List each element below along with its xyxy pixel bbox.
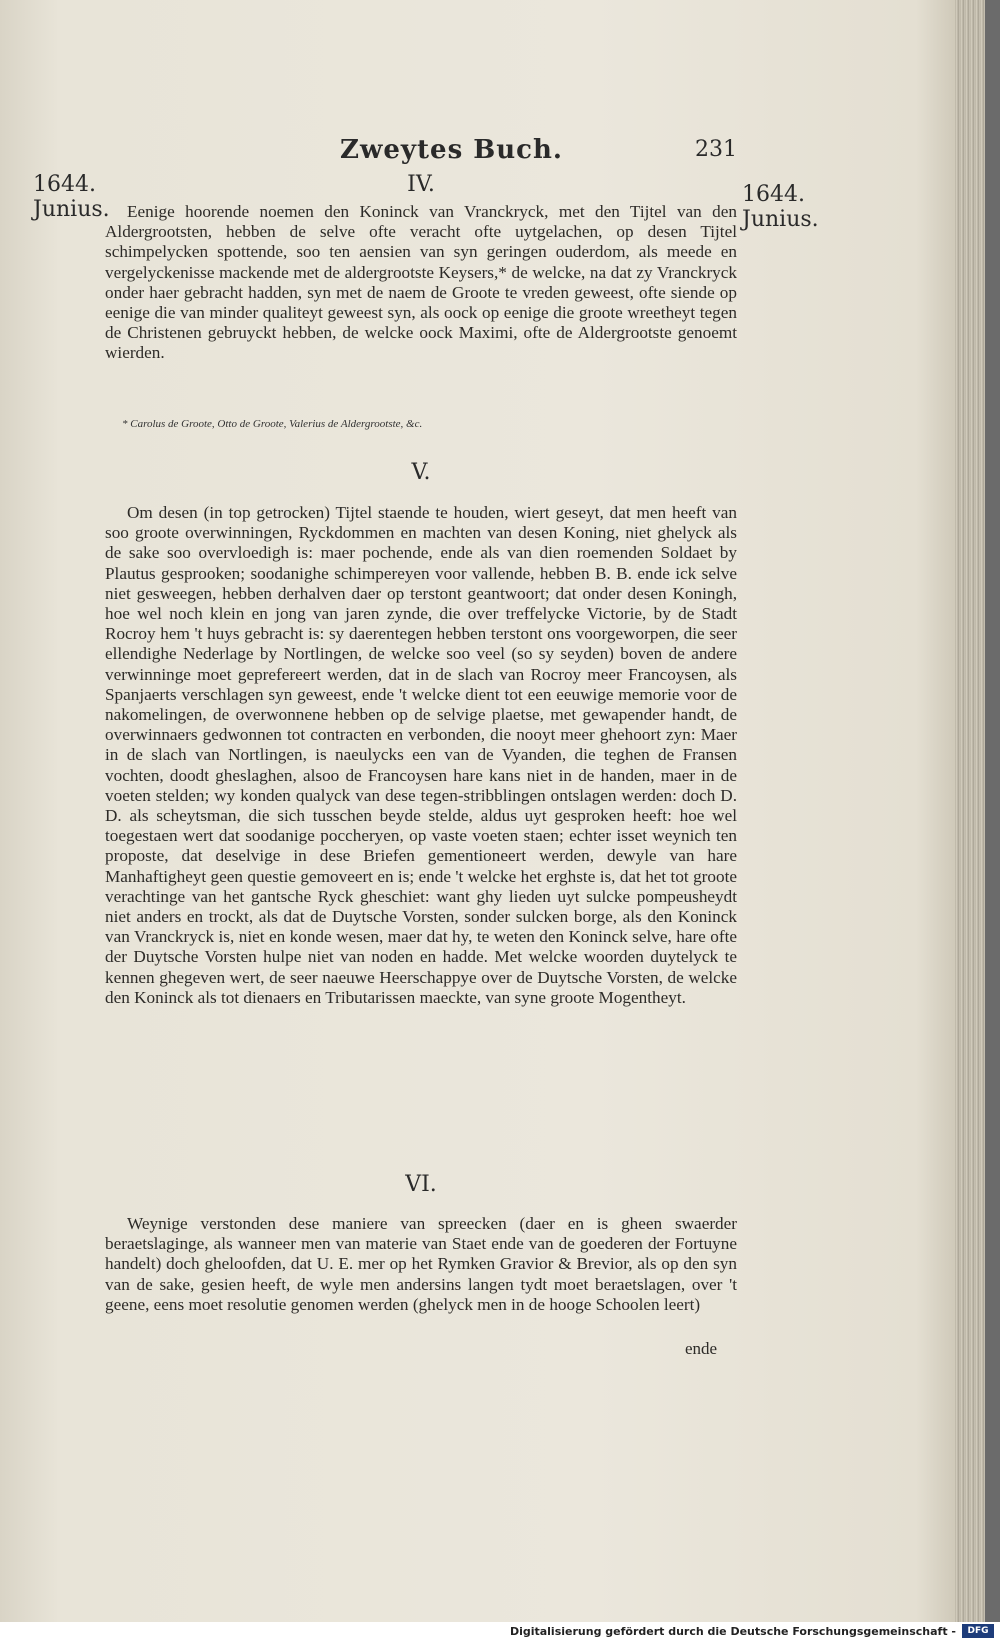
footnote: * Carolus de Groote, Otto de Groote, Valerius de Aldergrootste, &c. [122,418,423,430]
running-title: Zweytes Buch. [340,135,563,165]
page-header [105,135,737,165]
margin-note-left [33,172,110,222]
digitization-credit: Digitalisierung gefördert durch die Deutsche Forschungsgemeinschaft - [509,1625,956,1638]
section-text-v [105,503,737,1008]
margin-year-left: 1644. [33,172,96,197]
page-number: 231 [695,137,737,162]
paragraph: Eenige hoorende noemen den Koninck van Vranckryck, met den Tijtel van den Aldergrootsten, hebben de selve ofte veracht ofte uytgelachen, op desen Tijtel schimpelycken spottende, soo ten aensien van syn geringen ouderdom, als meede en vergelyckenisse mackende met de aldergrootste Keysers,* de welcke, na dat zy Vranckryck onder haer gebracht hadden, syn met de naem de Groote te vreden geweest, ofte siende op eenige die van minder qualiteyt geweest syn, als oock op eenige die groote wreetheyt tegen de Christenen gebruyckt hebben, de welcke oock Maximi, ofte de Aldergrootste genoemt wierden. [105,202,737,363]
margin-note-right [742,182,819,232]
paragraph: Weynige verstonden dese maniere van spreecken (daer en is gheen swaerder beraetslaginge, als wanneer men van materie van Staet ende van de goederen der Fortuyne handelt) doch gheloofden, dat U. E. mer op het Rymken Gravior & Brevior, als op den syn van de sake, gesien heeft, de wyle men andersins langen tydt moet beraetslagen, over 't geene, eens moet resolutie genomen werden (ghelyck men in de hooge Schoolen leert) [105,1214,737,1314]
dfg-logo: DFG [962,1624,994,1638]
page-edge [955,0,985,1622]
section-heading-vi: VI. [405,1172,437,1197]
margin-year-right: 1644. [742,182,805,207]
paragraph: Om desen (in top getrocken) Tijtel staende te houden, wiert geseyt, dat men heeft van soo groote overwinningen, Ryckdommen en machten van desen Koning, niet ghelyck als de sake soo overvloedigh is: maer pochende, ende als van dien roemenden Soldaet by Plautus gesprooken; soodanighe schimpereyen voor vallende, hebben B. B. ende ick selve niet gesweegen, hebben derhalven daer op terstont geantwoort; dat onder desen Koningh, hoe wel noch klein en jong van jaren zynde, die over treffelycke Victorie, by de Stadt Rocroy hem 't huys gebracht is: sy daerentegen hebben terstont ons voorgeworpen, die seer ellendighe Nederlage by Nortlingen, de welcke soo veel (so sy seyden) boven de andere verwinninge moet geprefereert werden, dat in de slach van Rocroy meer Francoysen, als Spanjaerts verschlagen syn geweest, ende 't welcke dient tot een eeuwige memorie voor de nakomelingen, de overwonnene hebben op de selvige plaetse, met gewapender handt, de overwinnaers gedwonnen tot contracten en verbonden, die nooyt meer ghehoort zyn: Maer in de slach van Nortlingen, is naeulycks een van de Vyanden, die teghen de Fransen vochten, doodt gheslaghen, alsoo de Francoysen hare kans niet in de handen, maer in de voeten stelden; wy konden qualyck van dese tegen-stribblingen ontslagen werden: doch D. D. als scheytsman, die sich tusschen beyde stelde, aldus uyt gesproken heeft: hoe wel toegestaen wert dat soodanige poccheryen, op vaste voeten staen; echter isset weynich ten proposte, dat deselvige in dese Briefen gementioneert werden, dewyle van hare Manhaftigheyt geen questie gemoveert en is; ende 't welcke het erghste is, dat het tot groote verachtinge van het gantsche Ryck gheschiet: want ghy lieden uyt sulcke pompeusheydt niet anders en trockt, als dat de Duytsche Vorsten, sonder sulcken borge, als den Koninck van Vranckryck is, niet en konde wesen, maer dat hy, te weten den Koninck selve, hare ofte der Duytsche Vorsten hulpe niet van noden en hadde. Met welcke woorden duytelyck te kennen ghegeven wert, de seer naeuwe Heerschappye over de Duytsche Vorsten, de welcke den Koninck als tot dienaers en Tributarissen maeckte, van syne groote Mogentheyt. [105,503,737,1007]
margin-month-right: Junius. [742,207,819,232]
catchword: ende [685,1339,718,1358]
section-text-iv [105,202,737,364]
section-heading-v: V. [411,460,431,485]
section-text-vi [105,1214,737,1315]
section-heading-iv: IV. [407,172,435,197]
margin-month-left: Junius. [33,197,110,222]
